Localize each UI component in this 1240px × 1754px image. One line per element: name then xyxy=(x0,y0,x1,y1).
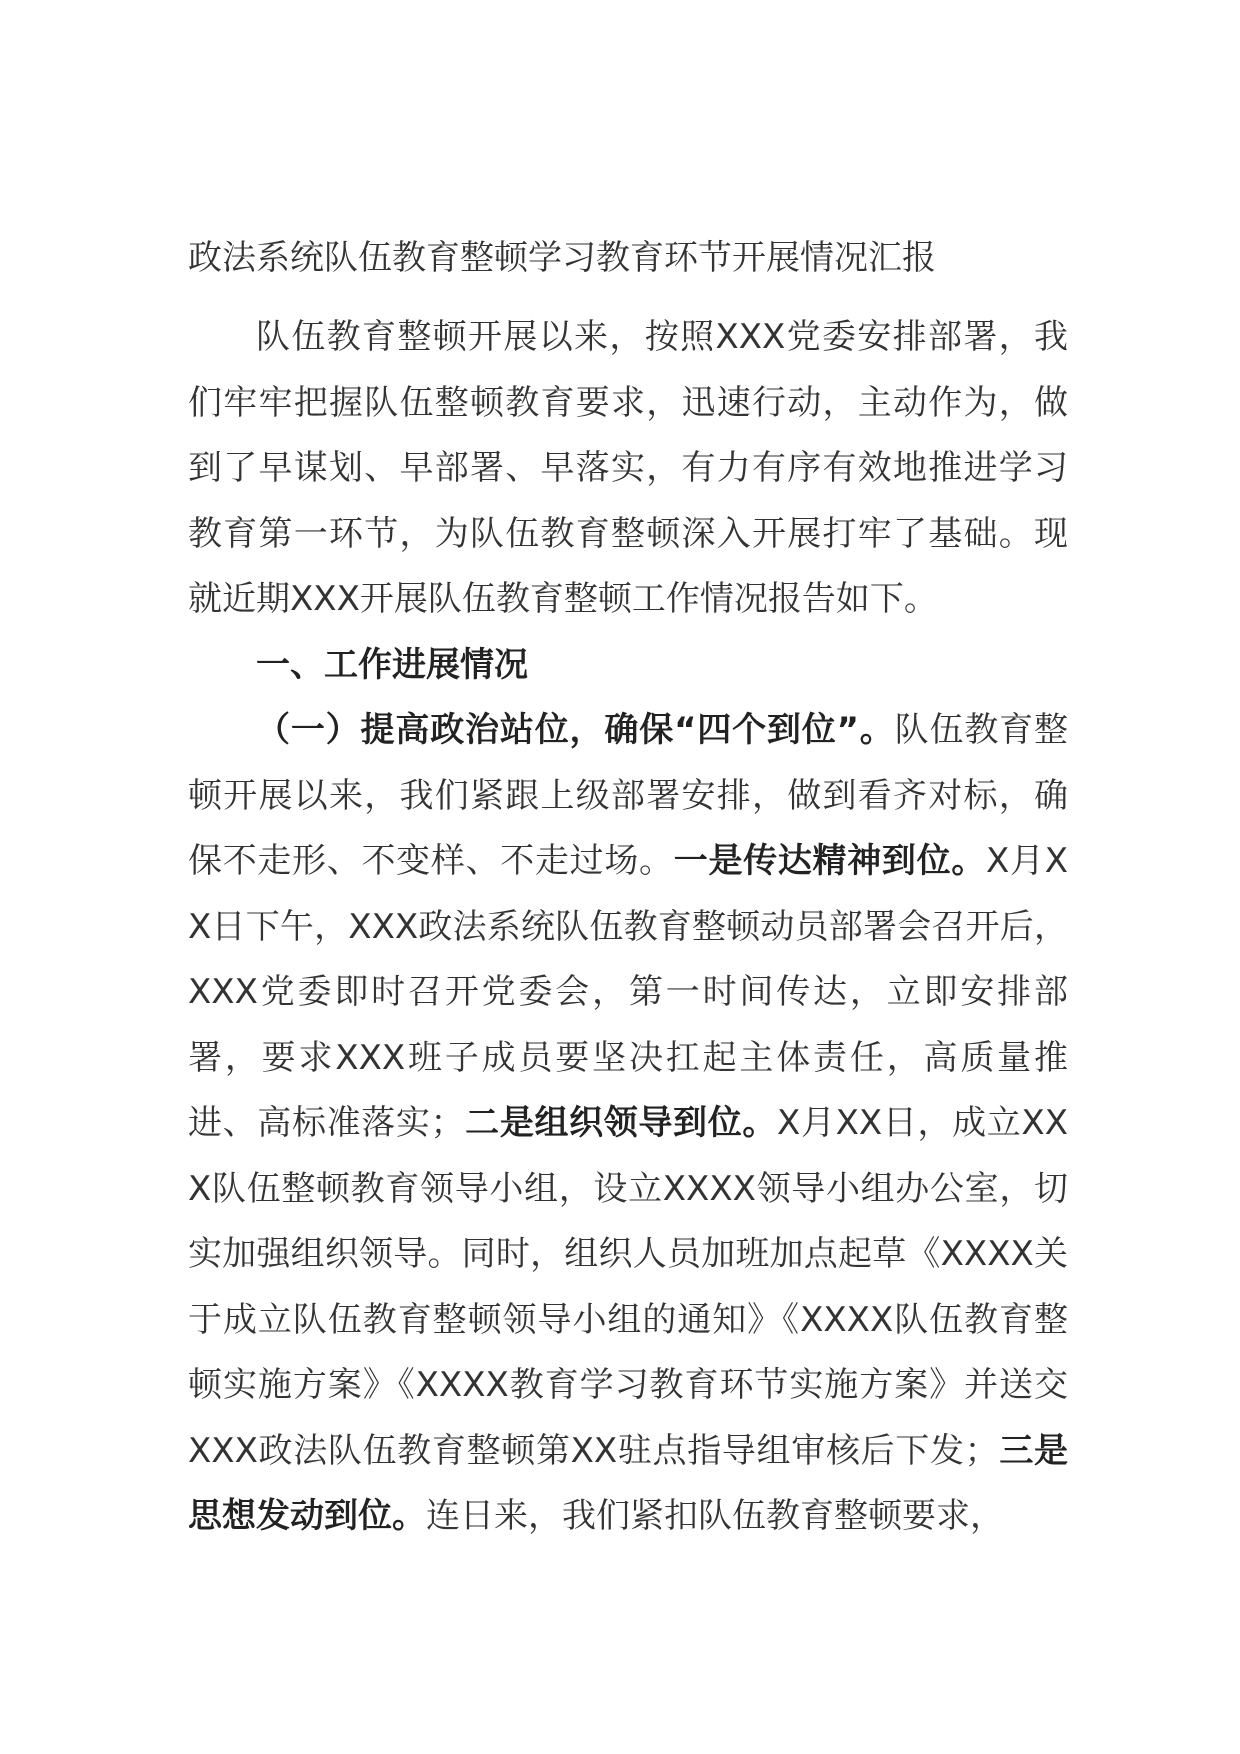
intro-paragraph: 队伍教育整顿开展以来，按照XXX党委安排部署，我们牢牢把握队伍整顿教育要求，迅速行动，主动作为，做到了早谋划、早部署、早落实，有力有序有效地推进学习教育第一环节，为队伍教育整顿深入开展打牢了基础。现就近期XXX开展队伍教育整顿工作情况报告如下。 xyxy=(188,317,1068,619)
point-2-label: 二是组织领导到位。 xyxy=(464,1103,778,1143)
subsection-heading: （一）提高政治站位，确保“四个到位”。 xyxy=(256,710,895,750)
subsection-text: 队伍教育整顿开展以来，我们紧跟上级部署安排，做到看齐对标，确保不走形、不变样、不走过场。 xyxy=(188,710,1068,881)
document-title: 政法系统队伍教育整顿学习教育环节开展情况汇报 xyxy=(188,238,936,278)
point-2-text: X月XX日，成立XXX队伍整顿教育领导小组，设立XXXX领导小组办公室，切实加强组织领导。同时，组织人员加班加点起草《XXXX关于成立队伍教育整顿领导小组的通知》《XXXX队伍教育整顿实施方案》《XXXX教育学习教育环节实施方案》并送交XXX政法队伍教育整顿第XX驻点指导组审核后下发； xyxy=(188,1103,1069,1471)
document-page xyxy=(188,238,1068,1550)
point-1-text: X月XX日下午，XXX政法系统队伍教育整顿动员部署会召开后，XXX党委即时召开党委会，第一时间传达，立即安排部署，要求XXX班子成员要坚决扛起主体责任，高质量推进、高标准落实； xyxy=(188,841,1068,1143)
point-3-label: 三是思想发动到位。 xyxy=(188,1430,1068,1536)
point-3-text: 连日来，我们紧扣队伍教育整顿要求， xyxy=(426,1496,1004,1536)
point-1-label: 一是传达精神到位。 xyxy=(673,841,987,881)
section-heading: 一、工作进展情况 xyxy=(256,644,528,685)
subsection-paragraph xyxy=(188,698,1068,1550)
